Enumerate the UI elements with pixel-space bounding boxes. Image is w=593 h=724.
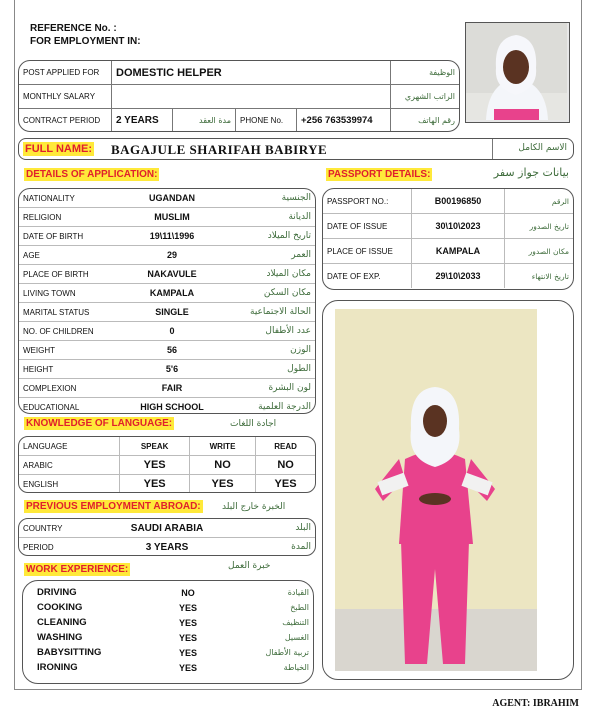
details-label: RELIGION xyxy=(19,208,117,227)
experience-value: YES xyxy=(178,632,197,643)
language-header: SPEAK xyxy=(120,437,190,456)
details-label: WEIGHT xyxy=(19,341,117,360)
experience-label: IRONING xyxy=(37,662,78,673)
details-row xyxy=(19,189,315,208)
details-value: FAIR xyxy=(117,379,227,398)
passport-value: KAMPALA xyxy=(412,239,505,264)
language-write: NO xyxy=(189,456,255,475)
salary-value xyxy=(112,85,391,109)
passport-arabic-title: بيانات جواز سفر xyxy=(493,166,569,179)
experience-value: YES xyxy=(178,617,197,628)
details-label: PLACE OF BIRTH xyxy=(19,265,117,284)
passport-table xyxy=(322,188,574,290)
language-title: KNOWLEDGE OF LANGUAGE: xyxy=(26,418,173,429)
passport-label: DATE OF EXP. xyxy=(323,264,412,289)
details-arabic: تاريخ الميلاد xyxy=(227,227,315,246)
details-arabic: لون البشرة xyxy=(227,379,315,398)
details-row xyxy=(19,227,315,246)
details-row xyxy=(19,208,315,227)
details-value: UGANDAN xyxy=(117,189,227,208)
details-arabic: الطول xyxy=(227,360,315,379)
passport-label: PASSPORT NO.: xyxy=(323,189,412,214)
details-row xyxy=(19,284,315,303)
experience-row xyxy=(23,630,313,645)
language-table xyxy=(18,436,316,493)
portrait-photo xyxy=(465,22,570,123)
experience-value: YES xyxy=(178,602,197,613)
reference-block xyxy=(30,22,141,48)
full-name-value: BAGAJULE SHARIFAH BABIRYE xyxy=(111,142,328,157)
language-row xyxy=(19,475,315,494)
reference-number-label: REFERENCE No. : xyxy=(30,23,117,34)
details-value: 19\11\1996 xyxy=(117,227,227,246)
job-info-table xyxy=(18,60,460,132)
passport-value: B00196850 xyxy=(412,189,505,214)
experience-value: YES xyxy=(178,647,197,658)
passport-arabic: الرقم xyxy=(505,189,574,214)
details-arabic: الحالة الاجتماعية xyxy=(227,303,315,322)
details-value: SINGLE xyxy=(117,303,227,322)
language-speak: YES xyxy=(120,475,190,494)
experience-arabic-title: خبرة العمل xyxy=(228,561,271,571)
full-name-label: FULL NAME: xyxy=(25,143,93,155)
experience-arabic: القيادة xyxy=(287,588,309,597)
experience-arabic: الغسيل xyxy=(284,633,309,642)
contract-row xyxy=(19,109,459,133)
passport-title: PASSPORT DETAILS: xyxy=(328,169,431,180)
post-label: POST APPLIED FOR xyxy=(19,61,112,85)
salary-row xyxy=(19,85,459,109)
details-label: HEIGHT xyxy=(19,360,117,379)
details-arabic: مكان السكن xyxy=(227,284,315,303)
previous-arabic: البلد xyxy=(227,519,315,538)
language-read: NO xyxy=(256,456,315,475)
phone-label: PHONE No. xyxy=(236,109,297,133)
language-read: YES xyxy=(274,478,297,490)
previous-value: 3 YEARS xyxy=(145,541,189,553)
post-value: DOMESTIC HELPER xyxy=(112,61,391,85)
passport-arabic: مكان الصدور xyxy=(505,239,574,264)
details-title: DETAILS OF APPLICATION: xyxy=(26,169,158,180)
details-table xyxy=(18,188,316,414)
experience-label: DRIVING xyxy=(37,587,77,598)
details-row xyxy=(19,246,315,265)
post-row xyxy=(19,61,459,85)
employment-in-label: FOR EMPLOYMENT IN: xyxy=(30,36,141,47)
experience-row xyxy=(23,585,313,600)
experience-title: WORK EXPERIENCE: xyxy=(26,564,129,575)
passport-label: DATE OF ISSUE xyxy=(323,214,412,239)
experience-label: BABYSITTING xyxy=(37,647,102,658)
language-arabic-title: اجادة اللغات xyxy=(230,419,277,429)
details-row xyxy=(19,398,315,415)
experience-value: NO xyxy=(181,587,195,598)
agent-label: AGENT: IBRAHIM xyxy=(492,698,579,709)
phone-value: +256 763539974 xyxy=(297,109,391,133)
details-row xyxy=(19,322,315,341)
passport-row xyxy=(323,264,573,289)
full-name-arabic: الاسم الكامل xyxy=(518,143,567,153)
details-value: 56 xyxy=(117,341,227,360)
details-value: NAKAVULE xyxy=(117,265,227,284)
language-lang: ENGLISH xyxy=(19,475,120,494)
full-name-bar xyxy=(18,138,574,160)
details-arabic: الجنسية xyxy=(227,189,315,208)
language-header-row xyxy=(19,437,315,456)
details-value: 5'6 xyxy=(117,360,227,379)
experience-row xyxy=(23,660,313,675)
details-label: COMPLEXION xyxy=(19,379,117,398)
language-speak: YES xyxy=(120,456,190,475)
details-value: KAMPALA xyxy=(117,284,227,303)
contract-label: CONTRACT PERIOD xyxy=(23,116,101,125)
details-label: MARITAL STATUS xyxy=(19,303,117,322)
previous-arabic-title: الخبرة خارج البلد xyxy=(222,502,286,512)
details-arabic: الدرجة العلمية xyxy=(258,402,311,412)
previous-arabic: المدة xyxy=(291,542,311,552)
details-row xyxy=(19,303,315,322)
details-label: LIVING TOWN xyxy=(19,284,117,303)
details-row xyxy=(19,265,315,284)
details-row xyxy=(19,360,315,379)
contract-value: 2 YEARS xyxy=(112,109,173,133)
details-label: NATIONALITY xyxy=(19,189,117,208)
language-header: READ xyxy=(256,437,315,456)
experience-label: COOKING xyxy=(37,602,83,613)
experience-value: YES xyxy=(178,662,197,673)
language-row xyxy=(19,456,315,475)
previous-label: PERIOD xyxy=(23,542,54,552)
salary-label: MONTHLY SALARY xyxy=(19,85,112,109)
experience-row xyxy=(23,645,313,660)
details-value: HIGH SCHOOL xyxy=(140,402,204,412)
details-arabic: العمر xyxy=(227,246,315,265)
experience-arabic: التنظيف xyxy=(282,618,309,627)
details-row xyxy=(19,379,315,398)
details-value: MUSLIM xyxy=(117,208,227,227)
full-body-photo-frame xyxy=(322,300,574,680)
portrait-image xyxy=(466,23,567,120)
passport-value: 29\10\2033 xyxy=(412,264,505,289)
passport-row xyxy=(323,239,573,264)
details-label: AGE xyxy=(19,246,117,265)
experience-label: CLEANING xyxy=(37,617,87,628)
experience-row xyxy=(23,615,313,630)
post-arabic: الوظيفة xyxy=(391,61,460,85)
details-row xyxy=(19,341,315,360)
experience-row xyxy=(23,600,313,615)
previous-row xyxy=(19,538,315,557)
details-label: EDUCATIONAL xyxy=(23,402,80,412)
previous-label: COUNTRY xyxy=(19,519,107,538)
passport-arabic: تاريخ الصدور xyxy=(505,214,574,239)
contract-arabic: مدة العقد xyxy=(173,109,236,133)
language-header: WRITE xyxy=(189,437,255,456)
details-label: DATE OF BIRTH xyxy=(19,227,117,246)
experience-arabic: تربية الأطفال xyxy=(265,648,309,657)
details-value: 29 xyxy=(117,246,227,265)
salary-arabic: الراتب الشهري xyxy=(391,85,460,109)
phone-arabic: رقم الهاتف xyxy=(391,109,460,133)
language-write: YES xyxy=(189,475,255,494)
experience-table xyxy=(22,580,314,684)
language-lang: ARABIC xyxy=(19,456,120,475)
experience-arabic: الخياطة xyxy=(283,663,309,672)
details-arabic: الديانة xyxy=(227,208,315,227)
previous-row xyxy=(19,519,315,538)
details-arabic: مكان الميلاد xyxy=(227,265,315,284)
passport-label: PLACE OF ISSUE xyxy=(323,239,412,264)
passport-row xyxy=(323,214,573,239)
passport-row xyxy=(323,189,573,214)
details-arabic: عدد الأطفال xyxy=(227,322,315,341)
full-body-image xyxy=(335,309,537,671)
experience-label: WASHING xyxy=(37,632,83,643)
previous-table xyxy=(18,518,316,556)
experience-arabic: الطبخ xyxy=(290,603,309,612)
previous-value: SAUDI ARABIA xyxy=(107,519,227,538)
previous-title: PREVIOUS EMPLOYMENT ABROAD: xyxy=(26,501,201,512)
details-label: NO. OF CHILDREN xyxy=(19,322,117,341)
language-header: LANGUAGE xyxy=(19,437,120,456)
passport-value: 30\10\2023 xyxy=(412,214,505,239)
passport-arabic: تاريخ الانتهاء xyxy=(531,271,569,281)
details-value: 0 xyxy=(117,322,227,341)
details-arabic: الوزن xyxy=(227,341,315,360)
